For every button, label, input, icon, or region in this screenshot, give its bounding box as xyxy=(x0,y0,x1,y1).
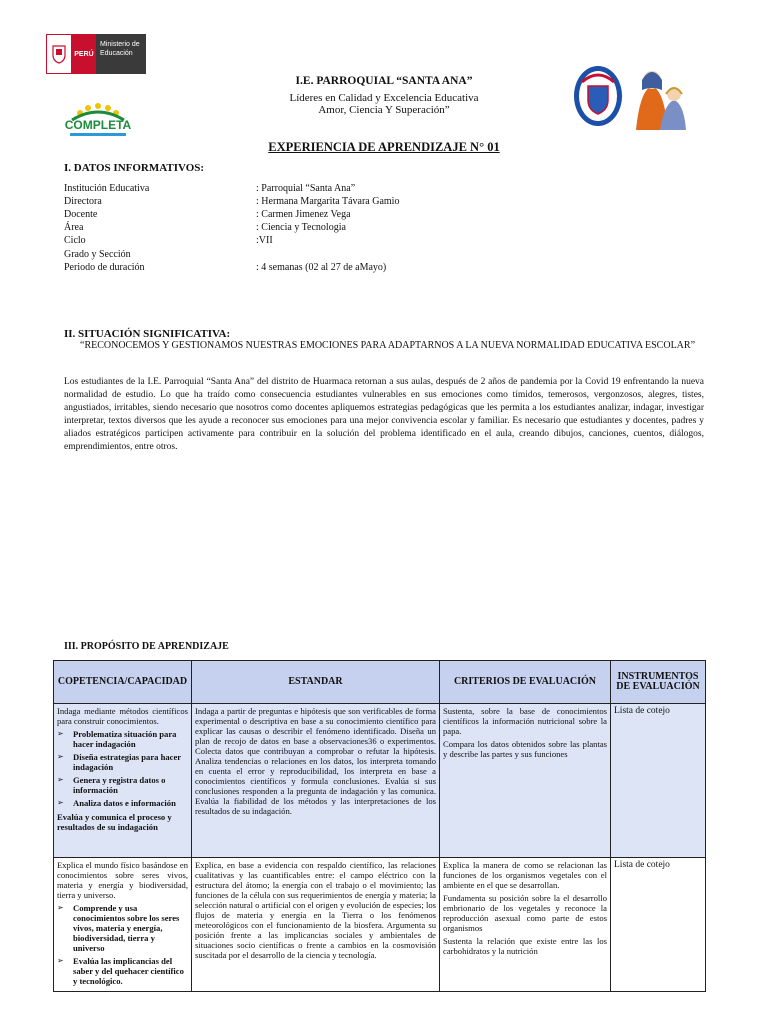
capacidades-list xyxy=(57,903,188,986)
instrumento-cell: Lista de cotejo xyxy=(611,704,706,858)
criterio-item: Fundamenta su posición sobre la el desarrollo embrionario de los vegetales y reconoce la reproducción asexual como parte de estos organismos xyxy=(443,893,607,933)
col-header-criterios: CRITERIOS DE EVALUACIÓN xyxy=(440,661,611,704)
minedu-logo xyxy=(46,34,146,74)
competencia-cell xyxy=(54,704,192,858)
capacidades-list xyxy=(57,729,188,808)
competencia-cell xyxy=(54,858,192,992)
minedu-peru-label: PERÚ xyxy=(72,34,96,74)
criterio-item: Sustenta, sobre la base de conocimientos científicos la información nutricional sobre la papa. xyxy=(443,706,607,736)
school-motto-2: Amor, Ciencia Y Superación” xyxy=(318,104,450,116)
school-name: I.E. PARROQUIAL “SANTA ANA” xyxy=(295,75,473,87)
info-value: : Carmen Jimenez Vega xyxy=(256,209,351,220)
estandar-cell: Indaga a partir de preguntas e hipótesis que son verificables de forma experimental o descriptiva en base a su conocimiento científico para explicar las causas o describir el fenómeno identificado. Diseña un plan de recojo de datos en base a observaciones36 o experimentos. Colecta datos que contribuyan a comprobar o refutar la hipótesis. Analiza tendencias o relaciones en los datos, los interpreta tomando en cuenta el error y reproducibilidad, los interpreta en base a conocimientos científicos y formula conclusiones. Evalúa si sus conclusiones responden a la pregunta de indagación y las comunica. Evalúa la fiabilidad de los métodos y las interpretaciones de los resultados de su indagación. xyxy=(192,704,440,858)
criterios-cell xyxy=(440,704,611,858)
capacidad-item: ➢ Problematiza situación para hacer indagación xyxy=(57,729,188,749)
peru-shield-icon xyxy=(46,34,72,74)
section-1-heading: I. DATOS INFORMATIVOS: xyxy=(64,162,205,174)
info-value: : Parroquial “Santa Ana” xyxy=(256,183,356,194)
info-label: Ciclo xyxy=(64,235,86,246)
capacidad-item: ➢ Genera y registra datos o información xyxy=(57,775,188,795)
info-label: Directora xyxy=(64,196,102,207)
jec-logo-text: COMPLETA xyxy=(64,118,132,132)
capacidad-item: ➢ Diseña estrategias para hacer indagación xyxy=(57,752,188,772)
info-value: : Ciencia y Tecnologia xyxy=(256,222,346,233)
info-value: : Hermana Margarita Távara Gamio xyxy=(256,196,400,207)
table-row xyxy=(54,704,706,858)
minedu-name: Ministerio de Educación xyxy=(96,34,146,74)
col-header-competencia: COPETENCIA/CAPACIDAD xyxy=(54,661,192,704)
situation-paragraph: Los estudiantes de la I.E. Parroquial “Santa Ana” del distrito de Huarmaca retornan a sus aulas, después de 2 años de pandemia por la Covid 19 enfrentando la nueva normalidad de estudio. Lo que ha traído como consecuencia estudiantes vulnerables en sus emociones como tímidos, temerosos, vergonzosos, alegres, tistes, angustiados, irritables, siendo necesario que nosotros como docentes apliquemos estrategias pedagógicas que les permita a los estudiantes analizar, indagar, investigar interpretar, textos diversos que les ayude a reconocer sus emociones para una mejor convivencia escolar y familiar. Es necesario que estudiantes y docentes, padres y aliados estratégicos participen activamente para contribuir en la solución del problema identificado en el aula, creando dibujos, canciones, cuentos, diálogos, emprendimientos, entre otros. xyxy=(64,377,704,452)
table-header-row xyxy=(54,661,706,704)
capacidad-extra: Evalúa y comunica el proceso y resultados de su indagación xyxy=(57,812,172,832)
criterio-item: Compara los datos obtenidos sobre las plantas y describe las partes y sus funciones xyxy=(443,739,607,759)
criterios-cell xyxy=(440,858,611,992)
criterio-item: Sustenta la relación que existe entre las los carbohidratos y la nutrición xyxy=(443,936,607,956)
info-label: Docente xyxy=(64,209,98,220)
info-label: Área xyxy=(64,222,84,233)
purpose-table xyxy=(53,660,706,992)
info-label: Periodo de duración xyxy=(64,262,145,273)
col-header-instrumentos: INSTRUMENTOS DE EVALUACIÓN xyxy=(611,661,706,704)
competencia-text: Indaga mediante métodos científicos para construir conocimientos. xyxy=(57,706,188,726)
capacidad-item: ➢ Evalúa las implicancias del saber y del quehacer científico y tecnológico. xyxy=(57,956,188,986)
capacidad-item: ➢ Analiza datos e información xyxy=(57,798,188,808)
instrumento-cell: Lista de cotejo xyxy=(611,858,706,992)
saint-ana-image-icon xyxy=(630,60,688,132)
situation-title: “RECONOCEMOS Y GESTIONAMOS NUESTRAS EMOCIONES PARA ADAPTARNOS A LA NUEVA NORMALIDAD EDUCATIVA ESCOLAR” xyxy=(80,340,696,351)
col-header-estandar: ESTANDAR xyxy=(192,661,440,704)
info-label: Institución Educativa xyxy=(64,183,150,194)
table-row xyxy=(54,858,706,992)
info-value: : 4 semanas (02 al 27 de aMayo) xyxy=(256,262,387,273)
competencia-text: Explica el mundo físico basándose en conocimientos sobre seres vivos, materia y energía y biodiversidad, tierra y universo. xyxy=(57,860,188,900)
section-2-heading: II. SITUACIÓN SIGNIFICATIVA: xyxy=(64,328,231,340)
estandar-cell: Explica, en base a evidencia con respaldo científico, las relaciones cualitativas y las cuantificables entre: el campo eléctrico con la estructura del átomo; la energía con el trabajo o el movimiento; las funciones de la célula con sus requerimientos de energía y materia; la selección natural o artificial con el origen y evolución de especies; los flujos de materia y energía en la Tierra o los fenómenos meteorológicos con el funcionamiento de la biosfera. Argumenta su posición frente a las implicancias sociales y ambientales de situaciones socio científicas o frente a cambios en la cosmovisión suscitada por el desarrollo de la ciencia y tecnología. xyxy=(192,858,440,992)
school-motto-1: Líderes en Calidad y Excelencia Educativa xyxy=(289,92,479,104)
info-value: :VII xyxy=(256,235,273,246)
school-crest-icon xyxy=(572,64,624,128)
capacidad-item: ➢ Comprende y usa conocimientos sobre los seres vivos, materia y energía, biodiversidad, tierra y universo xyxy=(57,903,188,953)
jec-logo xyxy=(58,98,138,140)
criterio-item: Explica la manera de como se relacionan las funciones de los organismos vegetales con el ambiente en el que se desarrollan. xyxy=(443,860,607,890)
document-title: EXPERIENCIA DE APRENDIZAJE N° 01 xyxy=(268,140,500,154)
info-label: Grado y Sección xyxy=(64,249,131,260)
section-3-heading: III. PROPÓSITO DE APRENDIZAJE xyxy=(64,641,229,652)
